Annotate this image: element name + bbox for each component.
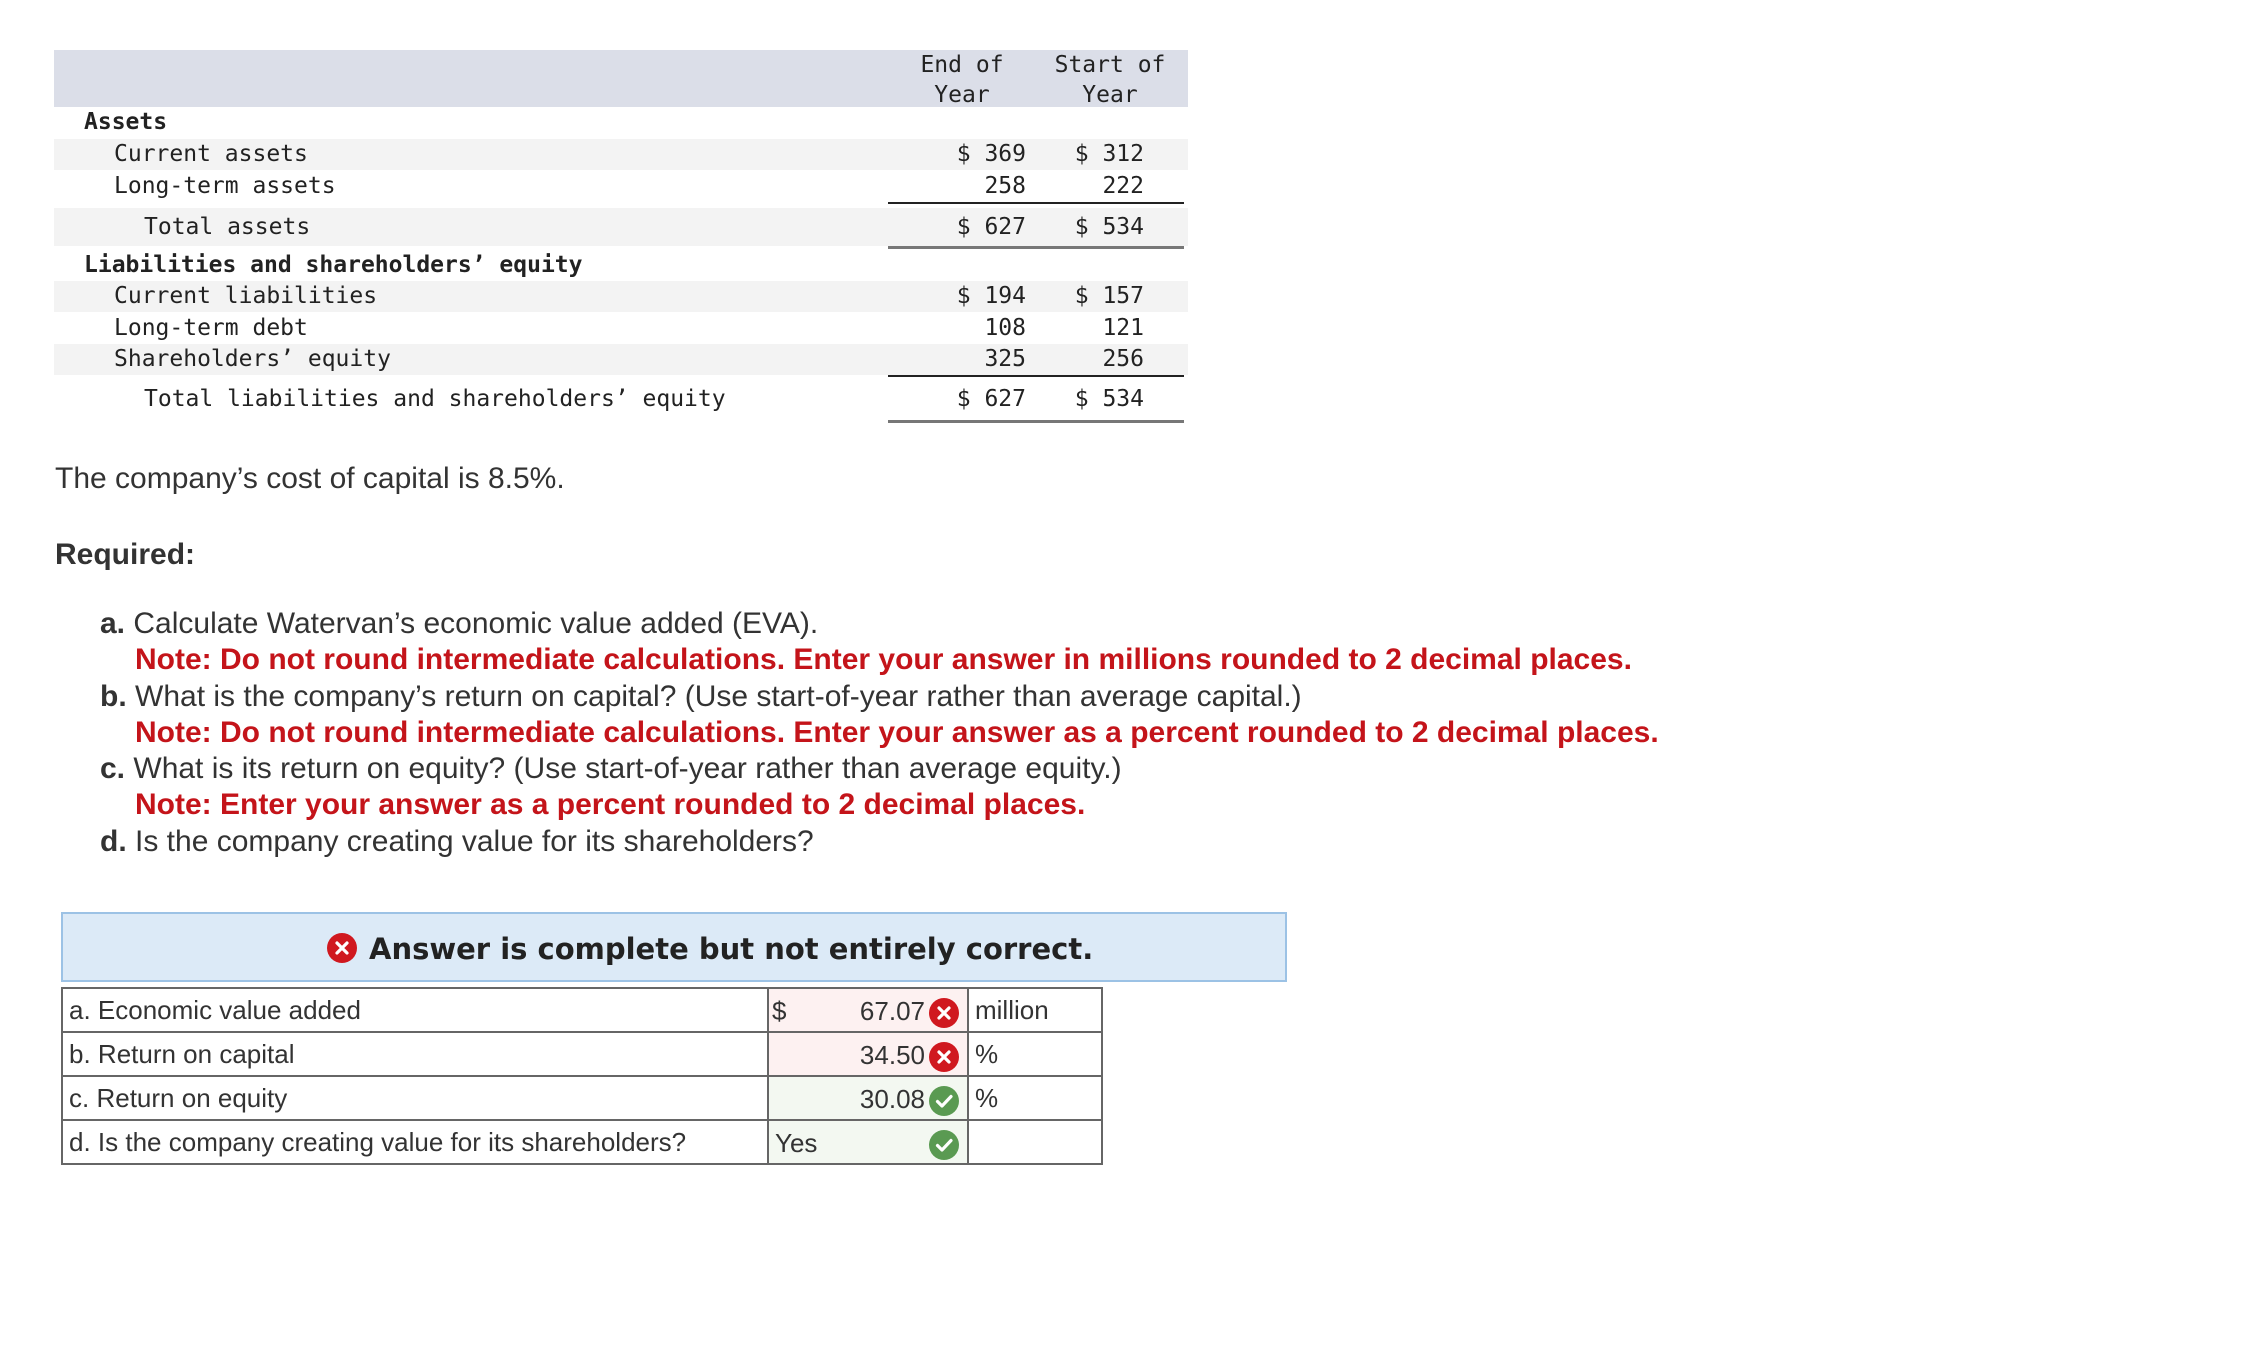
row-label: Long-term assets xyxy=(114,173,336,199)
answer-label: Return on equity xyxy=(96,1082,288,1113)
answer-value: Yes xyxy=(775,1128,818,1158)
start-of-year-value: $ 534 xyxy=(1074,214,1144,240)
answer-status-banner xyxy=(61,912,1287,982)
note-a: Note: Do not round intermediate calculations. Enter your answer in millions rounded to 2 decimal places. xyxy=(135,643,1632,676)
column-header-start-of-year xyxy=(1036,50,1184,110)
end-of-year-value: 325 xyxy=(984,346,1026,372)
row-label: Current liabilities xyxy=(114,283,378,309)
table-row xyxy=(54,208,1188,246)
banner-message: Answer is complete but not entirely correct. xyxy=(369,932,1094,966)
answer-label: Is the company creating value for its shareholders? xyxy=(97,1126,687,1157)
incorrect-icon xyxy=(327,933,357,963)
column-header-end-of-year xyxy=(888,50,1036,110)
question-a xyxy=(100,607,818,641)
start-of-year-value: 121 xyxy=(1102,315,1144,341)
total-double-rule xyxy=(888,420,1184,423)
row-label: Current assets xyxy=(114,141,308,167)
question-c xyxy=(100,752,1122,786)
note-b: Note: Do not round intermediate calculations. Enter your answer as a percent rounded to 2 decimal places. xyxy=(135,716,1659,749)
answer-prefix: a. xyxy=(69,994,91,1025)
question-prefix: c. xyxy=(100,752,126,785)
table-row xyxy=(54,250,1188,281)
currency-symbol: $ xyxy=(772,996,787,1026)
table-row xyxy=(54,313,1188,344)
table-row xyxy=(62,1076,1102,1120)
start-of-year-value: 256 xyxy=(1102,346,1144,372)
table-row xyxy=(54,171,1188,202)
answer-label: Return on capital xyxy=(97,1038,295,1069)
end-of-year-value: $ 369 xyxy=(956,141,1026,167)
question-b xyxy=(100,680,1302,714)
section-label-liabilities: Liabilities and shareholders’ equity xyxy=(84,252,583,278)
answer-select-creating-value[interactable] xyxy=(768,1120,968,1164)
answer-input-return-on-capital[interactable] xyxy=(768,1032,968,1076)
section-label-assets: Assets xyxy=(84,109,168,135)
question-prefix: a. xyxy=(100,607,126,640)
incorrect-icon xyxy=(929,998,959,1028)
answer-question-cell xyxy=(62,988,768,1032)
answer-value: 67.07 xyxy=(859,996,925,1026)
answer-value: 30.08 xyxy=(859,1084,925,1114)
table-header xyxy=(54,50,1188,107)
row-label: Shareholders’ equity xyxy=(114,346,391,372)
row-label: Total liabilities and shareholders’ equity xyxy=(144,386,726,412)
answer-question-cell xyxy=(62,1032,768,1076)
subtotal-rule xyxy=(888,202,1184,204)
check-icon xyxy=(929,1086,959,1116)
question-prefix: b. xyxy=(100,680,127,713)
column-header-line: Year xyxy=(1082,82,1138,108)
note-c: Note: Enter your answer as a percent rounded to 2 decimal places. xyxy=(135,788,1086,821)
table-row xyxy=(54,107,1188,138)
end-of-year-value: 258 xyxy=(984,173,1026,199)
total-double-rule xyxy=(888,246,1184,249)
start-of-year-value: $ 312 xyxy=(1074,141,1144,167)
answer-question-cell xyxy=(62,1120,768,1164)
table-row xyxy=(54,281,1188,312)
answer-input-economic-value-added[interactable] xyxy=(768,988,968,1032)
answer-prefix: b. xyxy=(69,1038,91,1069)
question-text: Is the company creating value for its shareholders? xyxy=(135,825,814,858)
answer-table xyxy=(61,987,1103,1165)
required-heading: Required: xyxy=(55,538,196,571)
start-of-year-value: $ 157 xyxy=(1074,283,1144,309)
answer-prefix: c. xyxy=(69,1082,90,1113)
column-header-line: End of xyxy=(920,52,1004,78)
question-text: What is the company’s return on capital? (Use start-of-year rather than average capital.) xyxy=(135,680,1302,713)
table-row xyxy=(54,344,1188,375)
column-header-line: Start of xyxy=(1054,52,1166,78)
table-row xyxy=(54,380,1188,418)
incorrect-icon xyxy=(929,1042,959,1072)
row-label: Long-term debt xyxy=(114,315,308,341)
start-of-year-value: 222 xyxy=(1102,173,1144,199)
check-icon xyxy=(929,1130,959,1160)
row-label: Total assets xyxy=(144,214,311,240)
end-of-year-value: $ 627 xyxy=(956,386,1026,412)
end-of-year-value: 108 xyxy=(984,315,1026,341)
table-row xyxy=(62,1120,1102,1164)
answer-value: 34.50 xyxy=(859,1040,925,1070)
table-row xyxy=(62,1032,1102,1076)
question-text: Calculate Watervan’s economic value added (EVA). xyxy=(133,607,819,640)
question-d xyxy=(100,825,814,859)
subtotal-rule xyxy=(888,375,1184,377)
answer-input-return-on-equity[interactable] xyxy=(768,1076,968,1120)
table-row xyxy=(62,988,1102,1032)
unit-cell: million xyxy=(968,988,1102,1032)
table-row xyxy=(54,139,1188,170)
start-of-year-value: $ 534 xyxy=(1074,386,1144,412)
end-of-year-value: $ 627 xyxy=(956,214,1026,240)
answer-label: Economic value added xyxy=(97,994,361,1025)
answer-question-cell xyxy=(62,1076,768,1120)
end-of-year-value: $ 194 xyxy=(956,283,1026,309)
column-header-line: Year xyxy=(934,82,990,108)
question-prefix: d. xyxy=(100,825,127,858)
question-text: What is its return on equity? (Use start-of-year rather than average equity.) xyxy=(133,752,1122,785)
unit-cell xyxy=(968,1120,1102,1164)
unit-cell: % xyxy=(968,1032,1102,1076)
answer-prefix: d. xyxy=(69,1126,91,1157)
unit-cell: % xyxy=(968,1076,1102,1120)
cost-of-capital-text: The company’s cost of capital is 8.5%. xyxy=(55,462,565,495)
